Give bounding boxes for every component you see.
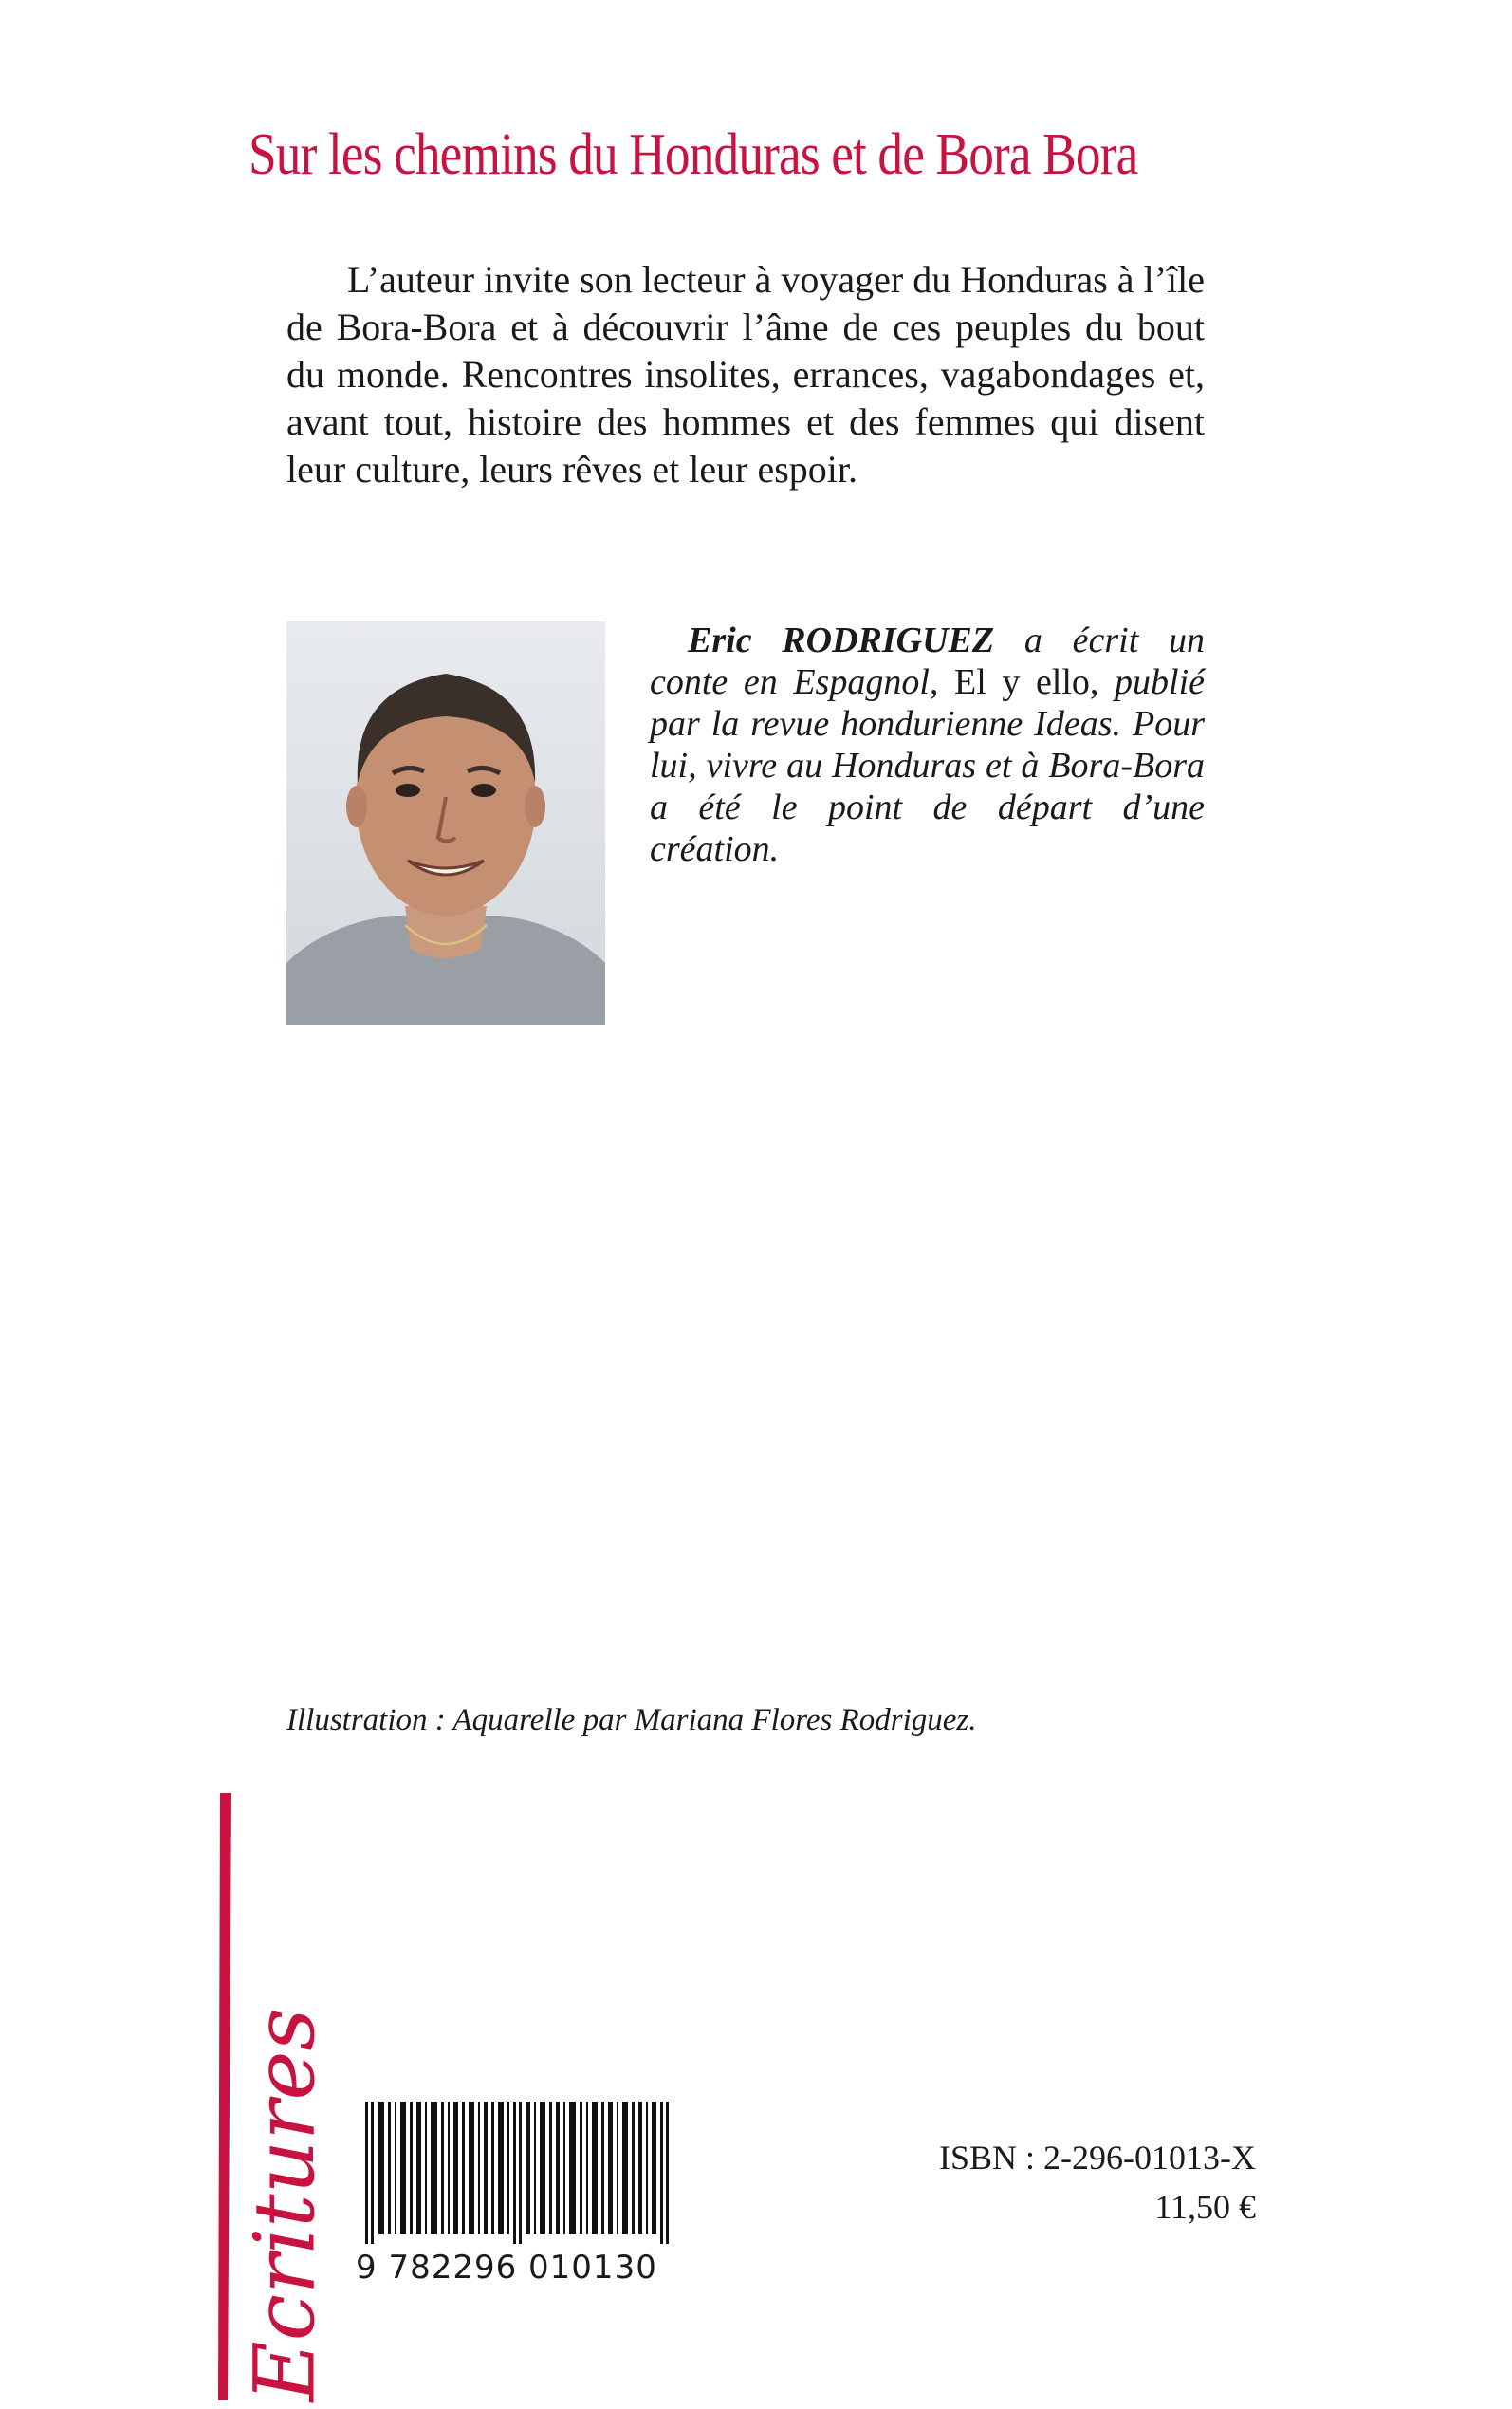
publisher-logo: Ecritures xyxy=(235,2008,334,2402)
work-title: El y ello, xyxy=(938,662,1099,702)
book-title: Sur les chemins du Honduras et de Bora Bora xyxy=(249,122,1138,187)
bio-text-part1: a écrit un conte en Espagnol, xyxy=(650,621,1205,702)
bio-text-part2: publié par la revue hondurienne Ideas. Pour lui, vivre au Honduras et à Bora-Bora a été le point de départ d’une création. xyxy=(650,662,1206,869)
illustration-credit: Illustration : Aquarelle par Mariana Flores Rodriguez. xyxy=(286,1703,977,1737)
author-name: Eric RODRIGUEZ xyxy=(688,621,995,660)
isbn: ISBN : 2-296-01013-X xyxy=(939,2139,1256,2177)
publisher-logo-stroke xyxy=(211,1793,239,2400)
barcode-number: 9 782296 010130 xyxy=(356,2249,657,2287)
barcode xyxy=(356,2102,678,2244)
price: 11,50 € xyxy=(1154,2188,1256,2226)
book-summary: L’auteur invite son lecteur à voyager du Honduras à l’île de Bora-Bora et à découvrir l’âme de ces peuples du bout du monde. Rencontres insolites, errances, vagabondages et, avant tout, histoire des hommes et des femmes qui disent leur culture, leurs rêves et leur espoir. xyxy=(286,258,1205,491)
author-portrait-image xyxy=(286,621,605,1025)
author-photo xyxy=(286,621,605,1025)
author-biography xyxy=(650,620,1205,870)
